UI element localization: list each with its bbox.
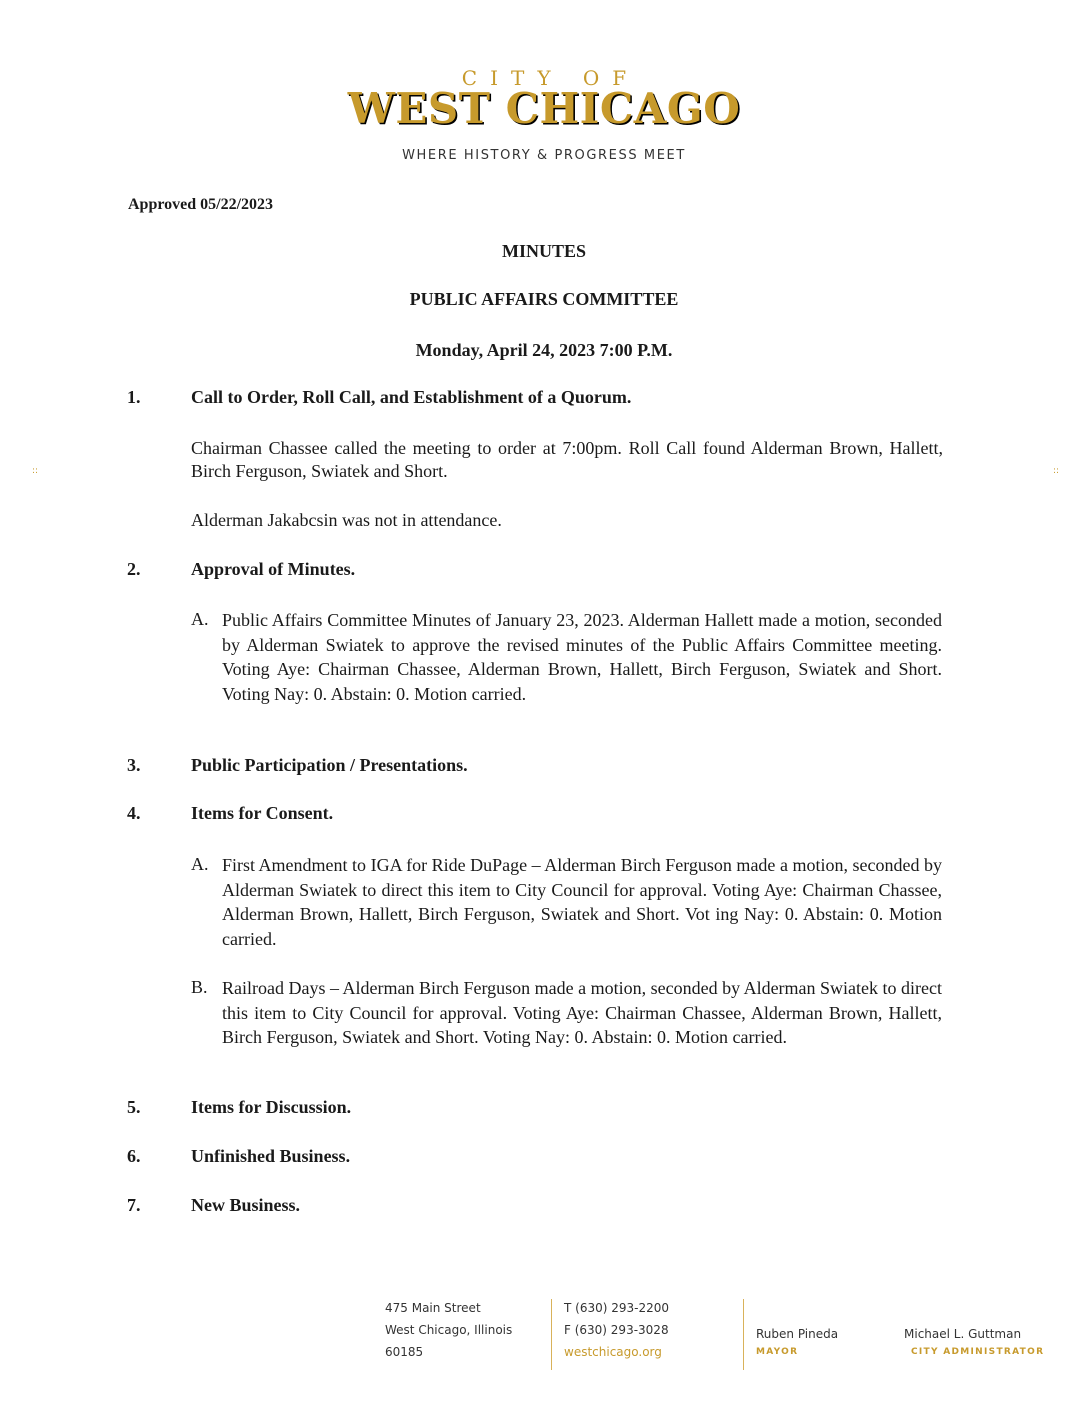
- section-heading: Unfinished Business.: [191, 1146, 351, 1166]
- section-number: 7.: [127, 1195, 141, 1215]
- administrator-name: Michael L. Guttman: [904, 1327, 1022, 1341]
- margin-mark-right: ::: [1053, 466, 1060, 476]
- item-letter: A.: [191, 609, 209, 629]
- committee-name: PUBLIC AFFAIRS COMMITTEE: [409, 289, 679, 309]
- footer-address-street: 475 Main Street: [385, 1301, 481, 1315]
- letterhead-city-name: WEST CHICAGO: [347, 84, 741, 133]
- mayor-title: MAYOR: [756, 1347, 799, 1357]
- item-text: Public Affairs Committee Minutes of January 23, 2023. Alderman Hallett made a motion, seconded by Alderman Swiatek to approve the revised minutes of the Public Affairs Committee meeting. Voting Aye: Chairman Chassee, Alderman Brown, Hallett, Birch Ferguson, Swiatek and Short. Voting Nay: 0. Abstain: 0. Motion carried.: [222, 610, 942, 704]
- letterhead-tagline: WHERE HISTORY & PROGRESS MEET: [402, 148, 686, 163]
- section-heading: Approval of Minutes.: [191, 559, 356, 579]
- item-letter: A.: [191, 854, 209, 874]
- section-number: 5.: [127, 1097, 141, 1117]
- footer-address: [385, 1297, 512, 1363]
- section-heading: Public Participation / Presentations.: [191, 755, 468, 775]
- footer-address-zip: 60185: [385, 1345, 424, 1359]
- footer-divider: [743, 1299, 744, 1370]
- section-paragraph: Alderman Jakabcsin was not in attendance.: [191, 510, 502, 530]
- footer-fax: F (630) 293-3028: [564, 1323, 669, 1337]
- section-heading: New Business.: [191, 1195, 301, 1215]
- letterhead-city-of: CITY OF: [461, 66, 640, 90]
- footer-contact: [564, 1297, 669, 1363]
- footer-mayor: [756, 1325, 838, 1361]
- section-heading: Items for Discussion.: [191, 1097, 352, 1117]
- section-heading: Items for Consent.: [191, 803, 334, 823]
- section-number: 6.: [127, 1146, 141, 1166]
- section-heading: Call to Order, Roll Call, and Establishment of a Quorum.: [191, 387, 632, 407]
- footer-website-link[interactable]: westchicago.org: [564, 1345, 662, 1359]
- footer-divider: [551, 1299, 552, 1370]
- footer-address-city: West Chicago, Illinois: [385, 1323, 513, 1337]
- footer-phone: T (630) 293-2200: [564, 1301, 669, 1315]
- mayor-name: Ruben Pineda: [756, 1327, 839, 1341]
- footer-administrator: [904, 1325, 1044, 1361]
- item-text: First Amendment to IGA for Ride DuPage – Alderman Birch Ferguson made a motion, seconded by Alderman Swiatek to direct this item to City Council for approval. Voting Aye: Chairman Chassee, Alderman Brown, Hallett, Birch Ferguson, Swiatek and Short. Vot ing Nay: 0. Abstain: 0. Motion carried.: [222, 855, 942, 949]
- section-number: 3.: [127, 755, 141, 775]
- administrator-title: CITY ADMINISTRATOR: [911, 1347, 1045, 1357]
- margin-mark-left: ::: [32, 466, 39, 476]
- approved-date: Approved 05/22/2023: [128, 196, 274, 213]
- section-number: 1.: [127, 387, 141, 407]
- document-title: MINUTES: [501, 241, 586, 261]
- section-paragraph: Chairman Chassee called the meeting to order at 7:00pm. Roll Call found Alderman Brown, Hallett, Birch Ferguson, Swiatek and Short.: [191, 438, 943, 481]
- meeting-date: Monday, April 24, 2023 7:00 P.M.: [415, 340, 673, 360]
- item-letter: B.: [191, 977, 208, 997]
- item-text: Railroad Days – Alderman Birch Ferguson made a motion, seconded by Alderman Swiatek to direct this item to City Council for approval. Voting Aye: Chairman Chassee, Alderman Brown, Hallett, Birch Ferguson, Swiatek and Short. Voting Nay: 0. Abstain: 0. Motion carried.: [222, 978, 943, 1047]
- section-number: 2.: [127, 559, 141, 579]
- section-number: 4.: [127, 803, 141, 823]
